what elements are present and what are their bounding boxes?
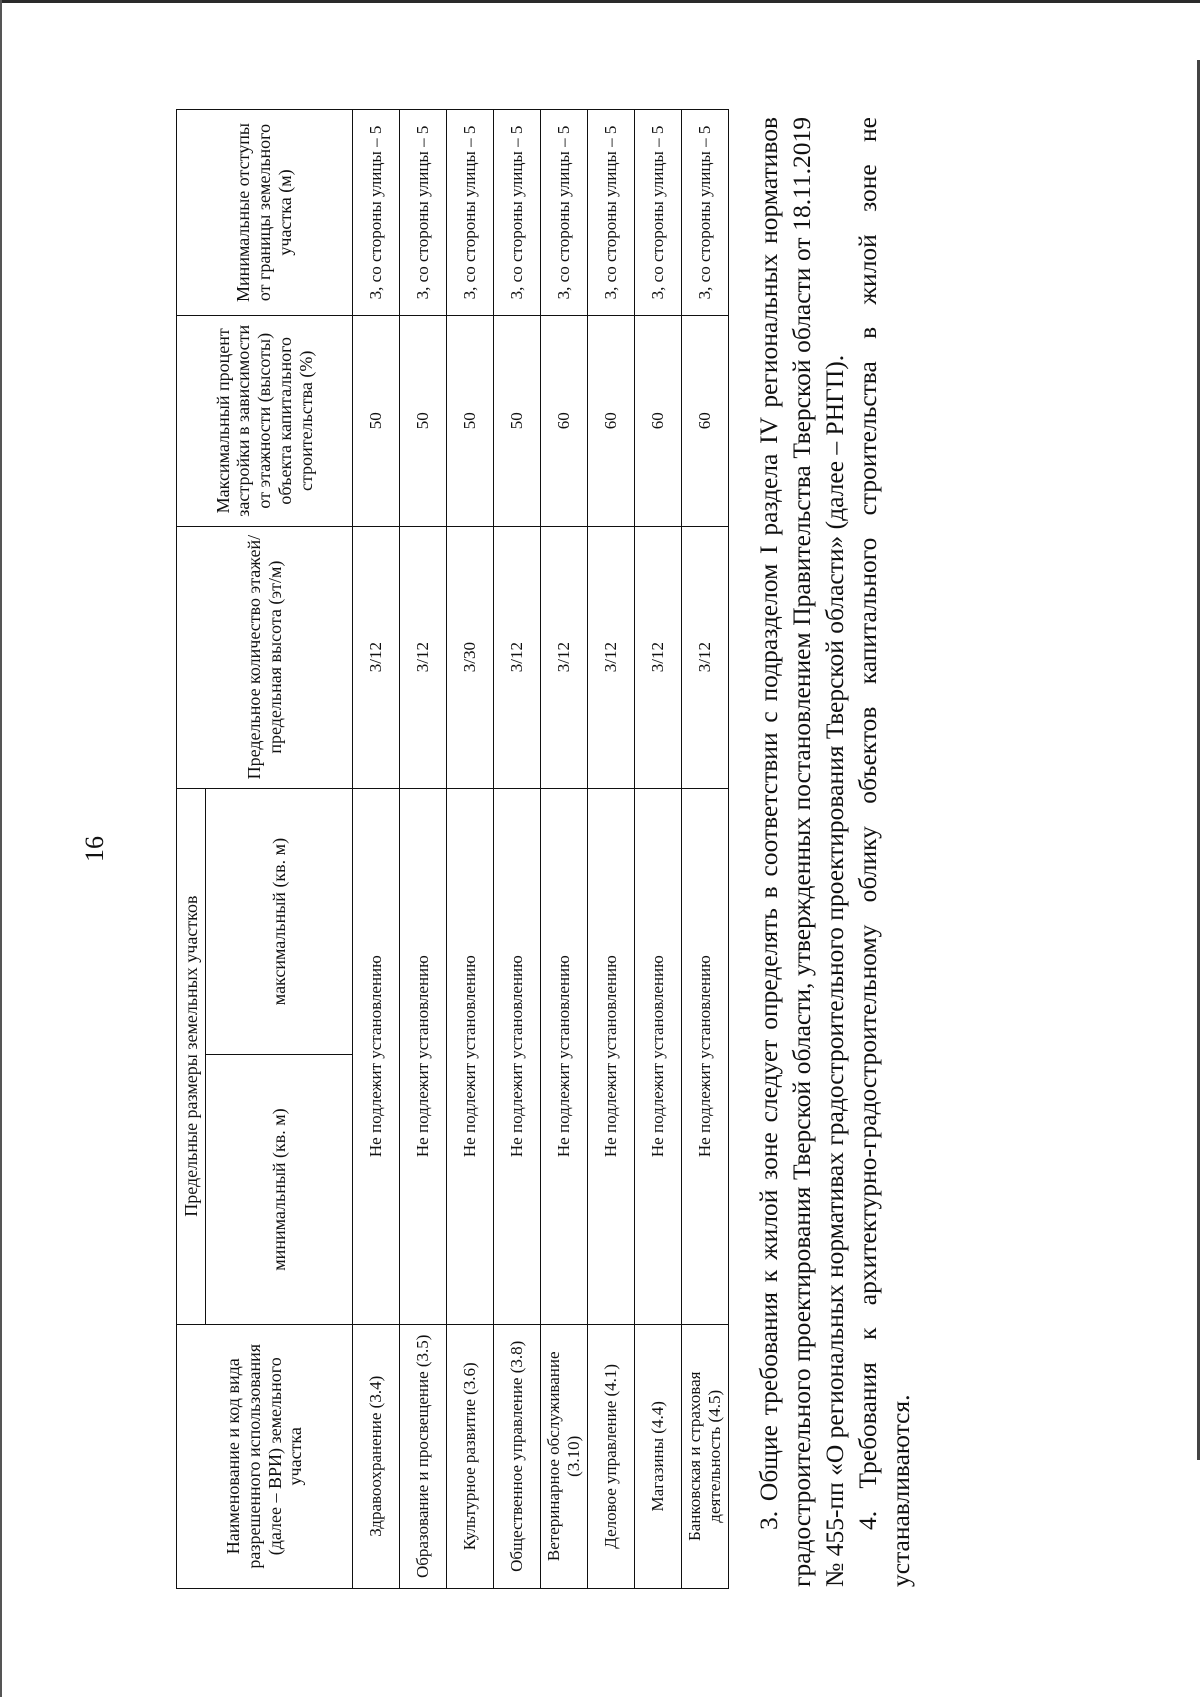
cell-use-name: Культурное развитие (3.6) <box>447 1324 494 1588</box>
cell-setback: 3, со стороны улицы – 5 <box>588 110 635 316</box>
cell-build-percent: 50 <box>447 315 494 526</box>
cell-use-name: Здравоохранение (3.4) <box>353 1324 400 1588</box>
cell-plot-sizes: Не подлежит установлению <box>541 788 588 1324</box>
cell-use-name: Деловое управление (4.1) <box>588 1324 635 1588</box>
cell-floors: 3/12 <box>353 526 400 788</box>
cell-floors: 3/12 <box>635 526 682 788</box>
cell-setback: 3, со стороны улицы – 5 <box>541 110 588 316</box>
cell-floors: 3/30 <box>447 526 494 788</box>
cell-use-name: Образование и просвещение (3.5) <box>400 1324 447 1588</box>
header-min-size: минимальный (кв. м) <box>206 1055 353 1324</box>
zoning-norms-table <box>176 109 729 1589</box>
table-row <box>682 110 729 1589</box>
cell-use-name: Общественное управление (3.8) <box>494 1324 541 1588</box>
cell-build-percent: 60 <box>635 315 682 526</box>
cell-build-percent: 60 <box>588 315 635 526</box>
cell-setback: 3, со стороны улицы – 5 <box>494 110 541 316</box>
table-row <box>494 110 541 1589</box>
cell-setback: 3, со стороны улицы – 5 <box>682 110 729 316</box>
header-build-percent: Максимальный процент застройки в зависимости от этажности (высоты) объекта капитального строительства (%) <box>177 315 353 526</box>
cell-setback: 3, со стороны улицы – 5 <box>400 110 447 316</box>
cell-build-percent: 60 <box>541 315 588 526</box>
cell-plot-sizes: Не подлежит установлению <box>494 788 541 1324</box>
table-row <box>447 110 494 1589</box>
cell-floors: 3/12 <box>400 526 447 788</box>
body-text <box>752 117 917 1587</box>
cell-plot-sizes: Не подлежит установлению <box>588 788 635 1324</box>
cell-use-name: Магазины (4.4) <box>635 1324 682 1588</box>
table-row <box>400 110 447 1589</box>
page-number: 16 <box>80 836 109 862</box>
cell-floors: 3/12 <box>494 526 541 788</box>
cell-plot-sizes: Не подлежит установлению <box>400 788 447 1324</box>
cell-setback: 3, со стороны улицы – 5 <box>353 110 400 316</box>
cell-plot-sizes: Не подлежит установлению <box>447 788 494 1324</box>
cell-floors: 3/12 <box>588 526 635 788</box>
header-floors: Предельное количество этажей/ предельная высота (эт/м) <box>177 526 353 788</box>
header-max-size: максимальный (кв. м) <box>206 788 353 1055</box>
cell-floors: 3/12 <box>682 526 729 788</box>
header-setback: Минимальные отступы от границы земельного участка (м) <box>177 110 353 316</box>
table-row <box>635 110 682 1589</box>
cell-use-name: Банковская и страховая деятельность (4.5) <box>682 1324 729 1588</box>
header-plot-sizes: Предельные размеры земельных участков <box>177 788 206 1324</box>
cell-build-percent: 50 <box>353 315 400 526</box>
table-row <box>353 110 400 1589</box>
cell-plot-sizes: Не подлежит установлению <box>682 788 729 1324</box>
table-row <box>588 110 635 1589</box>
cell-build-percent: 60 <box>682 315 729 526</box>
cell-plot-sizes: Не подлежит установлению <box>353 788 400 1324</box>
cell-plot-sizes: Не подлежит установлению <box>635 788 682 1324</box>
header-name: Наименование и код вида разрешенного использования (далее – ВРИ) земельного участка <box>177 1324 353 1588</box>
paragraph-general-requirements: 3. Общие требования к жилой зоне следует определять в соответствии с подразделом I раздела IV региональных нормативов градостроительного проектирования Тверской области, утвержденных постановлением Правительства Тверской области от 18.11.2019 № 455-пп «О региональных нормативах градостроительного проектирования Тверской области» (далее – РНГП). <box>754 117 849 1587</box>
table-row <box>541 110 588 1589</box>
cell-use-name: Ветеринарное обслуживание (3.10) <box>541 1324 588 1588</box>
cell-build-percent: 50 <box>494 315 541 526</box>
cell-floors: 3/12 <box>541 526 588 788</box>
cell-setback: 3, со стороны улицы – 5 <box>447 110 494 316</box>
paragraph-architectural-requirements: 4. Требования к архитектурно-градостроительному облику объектов капитального строительства в жилой зоне не устанавливаются. <box>853 117 915 1587</box>
cell-setback: 3, со стороны улицы – 5 <box>635 110 682 316</box>
cell-build-percent: 50 <box>400 315 447 526</box>
